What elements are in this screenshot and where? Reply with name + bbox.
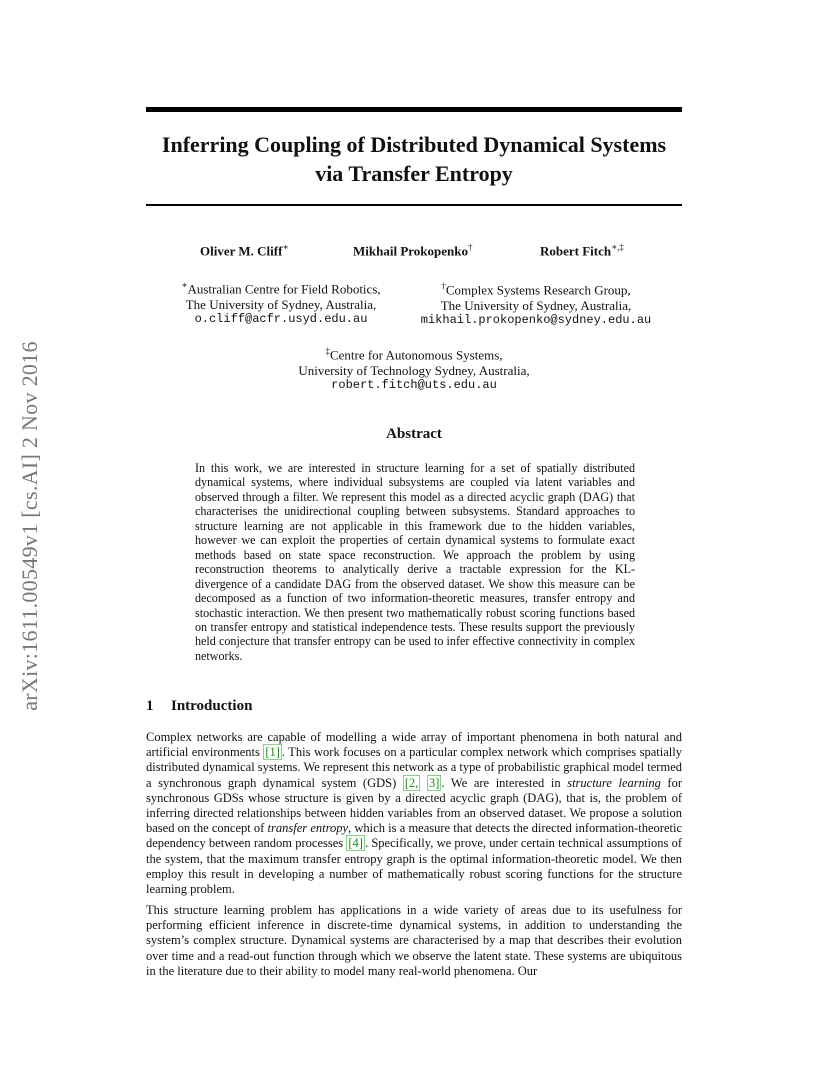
affiliation-email[interactable]: mikhail.prokopenko@sydney.edu.au: [420, 313, 652, 328]
section-title: Introduction: [171, 698, 253, 714]
author-name: Robert Fitch: [540, 243, 612, 259]
citation-link[interactable]: [1]: [265, 745, 280, 760]
affiliation-mark: ∗: [181, 280, 188, 290]
affiliation-2: [418, 279, 654, 329]
affiliation-line: The University of Sydney, Australia,: [440, 297, 632, 313]
author-name: Oliver M. Cliff: [200, 243, 283, 259]
paper-title: [146, 130, 682, 188]
citation-link[interactable]: [4]: [348, 836, 363, 851]
author-name: Mikhail Prokopenko: [353, 243, 468, 259]
affiliation-line: University of Technology Sydney, Australia,: [298, 362, 530, 378]
author-mark: ∗,‡: [611, 242, 624, 252]
affiliation-email[interactable]: robert.fitch@uts.edu.au: [331, 378, 497, 393]
affiliation-email[interactable]: o.cliff@acfr.usyd.edu.au: [194, 312, 368, 327]
intro-paragraph-2: This structure learning problem has applications in a wide variety of areas due to its usefulness for performing efficient inference in discrete-time dynamical systems, in addition to understanding the system’s complex structure. Dynamical systems are characterised by a map that describes their evolution over time and a read-out function through which we observe the latent state. These systems are ubiquitous in the literature due to their ability to model many real-world phenomena. Our: [146, 903, 682, 978]
abstract-text: In this work, we are interested in structure learning for a set of spatially distributed dynamical systems, where individual subsystems are coupled via latent variables and observed through a filter. We represent this model as a directed acyclic graph (DAG) that characterises the unidirectional coupling between subsystems. Standard approaches to structure learning are not applicable in this framework due to the hidden variables, however we can exploit the properties of certain dynamical systems to formulate exact methods based on state space reconstruction. We approach the problem by using reconstruction theorems to analytically derive a tractable expression for the KL-divergence of a candidate DAG from the observed dataset. We show this measure can be decomposed as a function of two information-theoretic measures, transfer entropy and stochastic interaction. We then present two mathematically robust scoring functions based on transfer entropy and statistical independence tests. These results support the previously held conjecture that transfer entropy can be used to infer effective connectivity in complex networks.: [195, 461, 635, 663]
affiliation-3: [264, 344, 564, 394]
affiliation-line: Complex Systems Research Group,: [445, 282, 631, 298]
title-line-2: via Transfer Entropy: [315, 161, 513, 186]
affiliation-mark: †: [441, 281, 446, 291]
author-mark: ∗: [282, 242, 289, 252]
title-bottom-rule: [146, 204, 682, 206]
citation-link[interactable]: [2,: [404, 775, 419, 790]
emphasis-structure-learning: structure learning: [567, 775, 661, 790]
affiliation-1: [162, 278, 400, 328]
title-line-1: Inferring Coupling of Distributed Dynamical Systems: [161, 132, 667, 157]
title-top-rule: [146, 107, 682, 112]
affiliation-line: The University of Sydney, Australia,: [185, 296, 377, 312]
abstract-heading: Abstract: [386, 426, 442, 442]
affiliation-mark: ‡: [325, 346, 330, 356]
section-number: 1: [146, 698, 154, 714]
emphasis-transfer-entropy: transfer entropy: [267, 821, 349, 836]
intro-paragraph-1: Complex networks are capable of modelling a wide array of important phenomena in both natural and artificial environments [1] . This work focuses on a particular complex network which comprises spatially distributed dynamical systems. We represent this network as a type of probabilistic graphical model termed a synchronous graph dynamical system (GDS) [2, 3] . We are interested in structure learning for synchronous GDSs whose structure is given by a directed acyclic graph (DAG), that is, the problem of inferring directed relationships between hidden variables from an observed dataset. We propose a solution based on the concept of transfer entropy, which is a measure that detects the directed information-theoretic dependency between random processes [4] . Specifically, we prove, under certain technical assumptions of the system, that the maximum transfer entropy graph is the optimal information-theoretic model. We then employ this result in developing a number of mathematically robust scoring functions for the structure learning problem.: [146, 730, 682, 897]
author-mark: †: [467, 242, 473, 252]
arxiv-sidebar: [10, 296, 50, 756]
section-heading: [146, 698, 252, 715]
citation-link[interactable]: 3]: [429, 775, 440, 790]
affiliation-line: Australian Centre for Field Robotics,: [187, 281, 381, 297]
author-3: [540, 242, 624, 259]
affiliation-line: Centre for Autonomous Systems,: [329, 347, 503, 363]
arxiv-identifier: arXiv:1611.00549v1 [cs.AI] 2 Nov 2016: [17, 341, 42, 711]
author-2: [353, 242, 472, 259]
author-1: [200, 242, 289, 259]
